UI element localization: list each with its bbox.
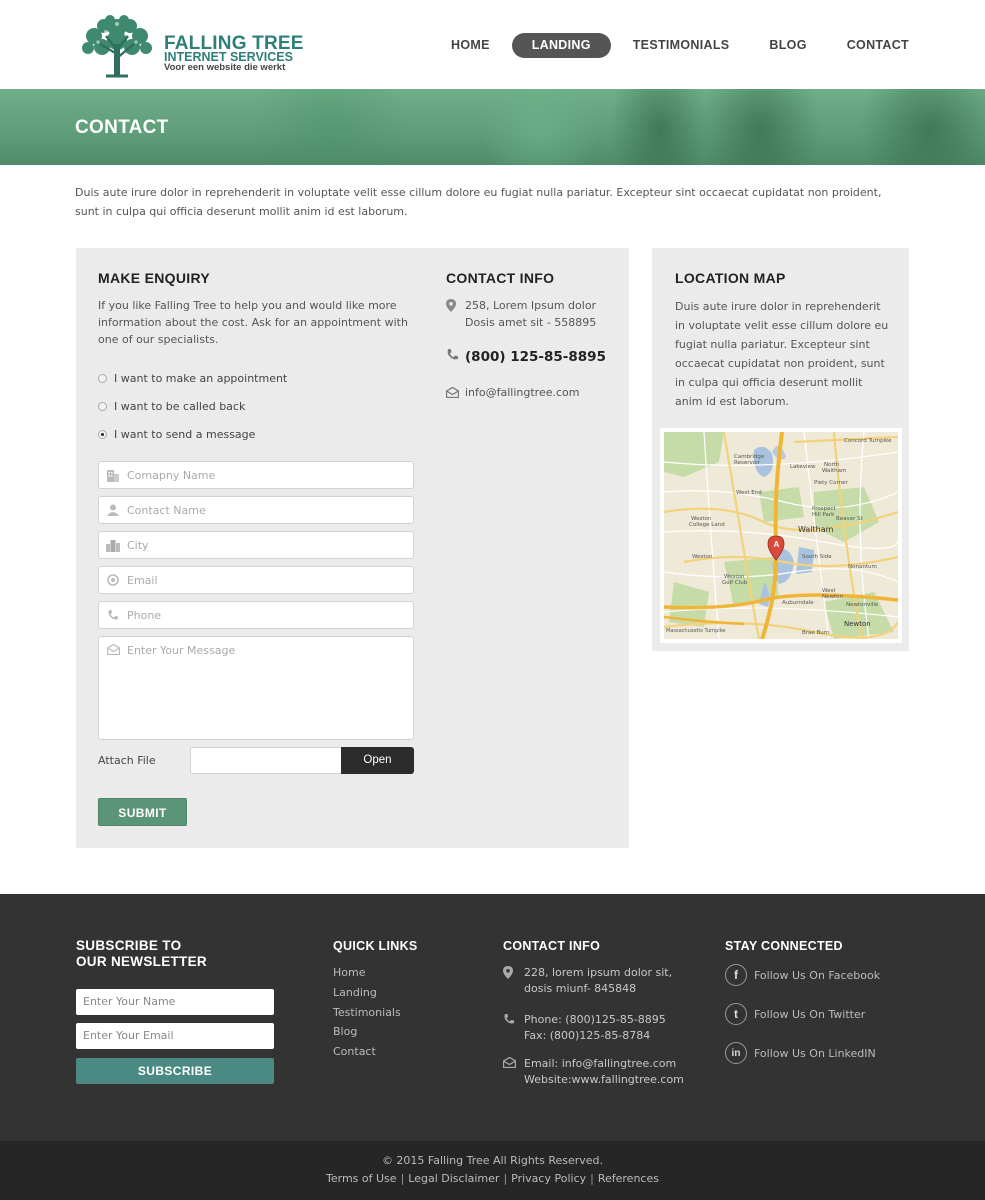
radio-callback[interactable] [98, 400, 245, 413]
radio-label: I want to make an appointment [114, 372, 288, 385]
svg-text:Weston: Weston [692, 554, 713, 560]
svg-text:Newtonville: Newtonville [846, 602, 879, 608]
svg-text:Brae Burn: Brae Burn [802, 630, 830, 636]
brand-name: FALLING TREE [164, 33, 304, 54]
city-input[interactable] [98, 531, 414, 559]
social-facebook-label[interactable]: Follow Us On Facebook [754, 968, 881, 982]
map-pin-icon [446, 297, 465, 317]
phone-icon [503, 1012, 524, 1030]
stay-connected-title: STAY CONNECTED [725, 939, 843, 953]
linkedin-icon[interactable]: in [725, 1042, 747, 1064]
nav-landing[interactable]: LANDING [512, 33, 611, 58]
svg-text:Prospect: Prospect [812, 506, 836, 512]
submit-button[interactable]: SUBMIT [98, 798, 187, 826]
separator: | [503, 1172, 508, 1185]
facebook-icon[interactable]: f [725, 964, 747, 986]
nav-contact[interactable]: CONTACT [846, 38, 909, 52]
svg-text:Nonantum: Nonantum [848, 564, 877, 570]
quick-links-title: QUICK LINKS [333, 939, 418, 953]
location-panel [652, 248, 909, 651]
footer-link-testimonials[interactable]: Testimonials [333, 1006, 401, 1019]
attach-file-label: Attach File [98, 754, 156, 767]
envelope-icon [446, 384, 465, 403]
address-line-2: Dosis amet sit - 558895 [465, 316, 597, 329]
newsletter-title [76, 938, 207, 970]
svg-text:Golf Club: Golf Club [722, 580, 748, 586]
legal-links [0, 1172, 985, 1185]
open-file-button[interactable]: Open [341, 747, 414, 774]
separator: | [400, 1172, 405, 1185]
svg-text:Hill Park: Hill Park [812, 512, 835, 518]
radio-message[interactable] [98, 428, 255, 441]
footer-link-landing[interactable]: Landing [333, 986, 377, 999]
svg-text:Newton: Newton [844, 620, 871, 628]
email-input[interactable] [98, 566, 414, 594]
footer-phone-line: Phone: (800)125-85-8895 [524, 1013, 666, 1026]
radio-appointment[interactable] [98, 372, 287, 385]
social-linkedin[interactable] [725, 1042, 876, 1064]
city-icon [99, 539, 127, 552]
svg-text:Newton: Newton [822, 594, 844, 600]
footer-phone [503, 1012, 666, 1044]
company-name-placeholder: Comapny Name [127, 468, 216, 482]
footer-email-line[interactable]: Email: info@fallingtree.com [524, 1057, 677, 1070]
radio-dot-selected[interactable] [98, 430, 107, 439]
phone-icon [446, 348, 465, 366]
separator: | [590, 1172, 594, 1185]
svg-text:Auburndale: Auburndale [782, 600, 814, 606]
terms-of-use-link[interactable]: Terms of Use [326, 1172, 397, 1185]
location-title: LOCATION MAP [675, 270, 786, 286]
phone-placeholder: Phone [127, 608, 162, 622]
svg-text:Massachusetts Turnpike: Massachusetts Turnpike [666, 628, 726, 634]
copyright-text: © 2015 Falling Tree All Rights Reserved. [381, 1154, 604, 1167]
email-placeholder: Email [127, 573, 158, 587]
svg-text:Lakeview: Lakeview [790, 464, 816, 470]
svg-text:North: North [824, 462, 840, 468]
footer-address-line-2: dosis miunf- 845848 [524, 982, 637, 995]
subscribe-button[interactable]: SUBSCRIBE [76, 1058, 274, 1084]
user-icon [99, 504, 127, 516]
legal-disclaimer-link[interactable]: Legal Disclaimer [408, 1172, 500, 1185]
address-line-1: 258, Lorem Ipsum dolor [465, 299, 597, 312]
svg-text:Reservoir: Reservoir [734, 460, 760, 466]
footer-website-line[interactable]: Website:www.fallingtree.com [524, 1073, 684, 1086]
location-map[interactable] [660, 428, 902, 643]
svg-text:Cambridge: Cambridge [734, 454, 765, 460]
svg-text:Waltham: Waltham [822, 468, 847, 474]
radio-dot[interactable] [98, 402, 107, 411]
footer-contact-title: CONTACT INFO [503, 939, 601, 953]
radio-dot[interactable] [98, 374, 107, 383]
intro-text: Duis aute irure dolor in reprehenderit in voluptate velit esse cillum dolore eu fugiat nulla pariatur. Excepteur sint occaecat cupidatat non proident, sunt in culpa qui officia deserunt mollit anim id est laborum. [75, 186, 882, 218]
map-pin-icon [503, 965, 524, 984]
site-header [0, 0, 985, 89]
newsletter-title-line-1: SUBSCRIBE TO [76, 938, 182, 953]
svg-text:Concord Turnpike: Concord Turnpike [844, 438, 892, 444]
location-description: Duis aute irure dolor in reprehenderit in voluptate velit esse cillum dolore eu fugiat nulla pariatur. Excepteur sint occaecat cupidatat non proident, sunt in culpa qui officia deserunt mollit anim id est laborum. [675, 300, 889, 408]
references-link[interactable]: References [597, 1172, 659, 1185]
newsletter-name-input[interactable]: Enter Your Name [76, 989, 274, 1015]
contact-email-address[interactable]: info@fallingtree.com [465, 386, 580, 399]
svg-text:A: A [773, 540, 780, 549]
contact-phone-number[interactable]: (800) 125-85-8895 [465, 348, 606, 365]
social-twitter-label[interactable]: Follow Us On Twitter [754, 1007, 866, 1021]
radio-label: I want to be called back [114, 400, 246, 413]
contact-name-placeholder: Contact Name [127, 503, 206, 517]
site-logo[interactable] [76, 14, 306, 78]
attach-file-input[interactable] [190, 747, 342, 774]
footer-fax-line: Fax: (800)125-85-8784 [524, 1029, 651, 1042]
svg-text:Weston: Weston [691, 516, 712, 522]
svg-text:Weston: Weston [724, 574, 745, 580]
svg-text:Waltham: Waltham [798, 525, 834, 534]
svg-text:Beaver St: Beaver St [836, 516, 863, 522]
contact-info-title: CONTACT INFO [446, 270, 555, 286]
footer-link-contact[interactable]: Contact [333, 1045, 376, 1058]
city-placeholder: City [127, 538, 149, 552]
building-icon [99, 469, 127, 482]
main-nav [431, 33, 909, 58]
envelope-icon [503, 1056, 524, 1073]
contact-address [446, 297, 596, 331]
newsletter-title-line-2: OUR NEWSLETTER [76, 954, 207, 969]
page-banner [0, 89, 985, 165]
contact-phone [446, 348, 606, 366]
privacy-policy-link[interactable]: Privacy Policy [511, 1172, 587, 1185]
contact-name-input[interactable] [98, 496, 414, 524]
svg-text:Piety Corner: Piety Corner [814, 480, 848, 486]
svg-text:West End: West End [736, 490, 762, 496]
message-textarea[interactable] [98, 636, 414, 740]
footer-address-line-1: 228, lorem ipsum dolor sit, [524, 966, 673, 979]
footer-link-blog[interactable]: Blog [333, 1025, 358, 1038]
footer-link-home[interactable]: Home [333, 966, 366, 979]
brand-subtitle: INTERNET SERVICES [164, 50, 293, 64]
social-facebook[interactable] [725, 964, 880, 986]
message-placeholder: Enter Your Message [127, 644, 236, 657]
svg-text:West: West [822, 588, 836, 594]
enquiry-description: If you like Falling Tree to help you and would like more information about the cost. Ask for an appointment with one of our specialists. [98, 299, 408, 346]
envelope-icon [99, 644, 127, 655]
footer-address [503, 965, 672, 997]
site-footer [0, 894, 985, 1141]
nav-testimonials[interactable]: TESTIMONIALS [632, 38, 730, 52]
svg-text:South Side: South Side [802, 554, 832, 560]
newsletter-email-input[interactable]: Enter Your Email [76, 1023, 274, 1049]
footer-email [503, 1056, 684, 1088]
social-twitter[interactable] [725, 1003, 865, 1025]
enquiry-title: MAKE ENQUIRY [98, 270, 210, 286]
contact-email [446, 384, 580, 403]
social-linkedin-label[interactable]: Follow Us On LinkedIN [754, 1046, 876, 1060]
tree-logo-icon [76, 14, 158, 78]
phone-input[interactable] [98, 601, 414, 629]
nav-home[interactable]: HOME [451, 38, 490, 52]
page-title: CONTACT [75, 117, 169, 138]
nav-blog[interactable]: BLOG [769, 38, 807, 52]
brand-tagline: Voor een website die werkt [164, 62, 286, 73]
phone-icon [99, 609, 127, 621]
svg-text:College Land: College Land [689, 522, 725, 528]
at-icon [99, 574, 127, 586]
radio-label: I want to send a message [114, 428, 256, 441]
enquiry-panel [76, 248, 629, 848]
company-name-input[interactable] [98, 461, 414, 489]
copyright-bar [0, 1141, 985, 1200]
twitter-icon[interactable]: t [725, 1003, 747, 1025]
